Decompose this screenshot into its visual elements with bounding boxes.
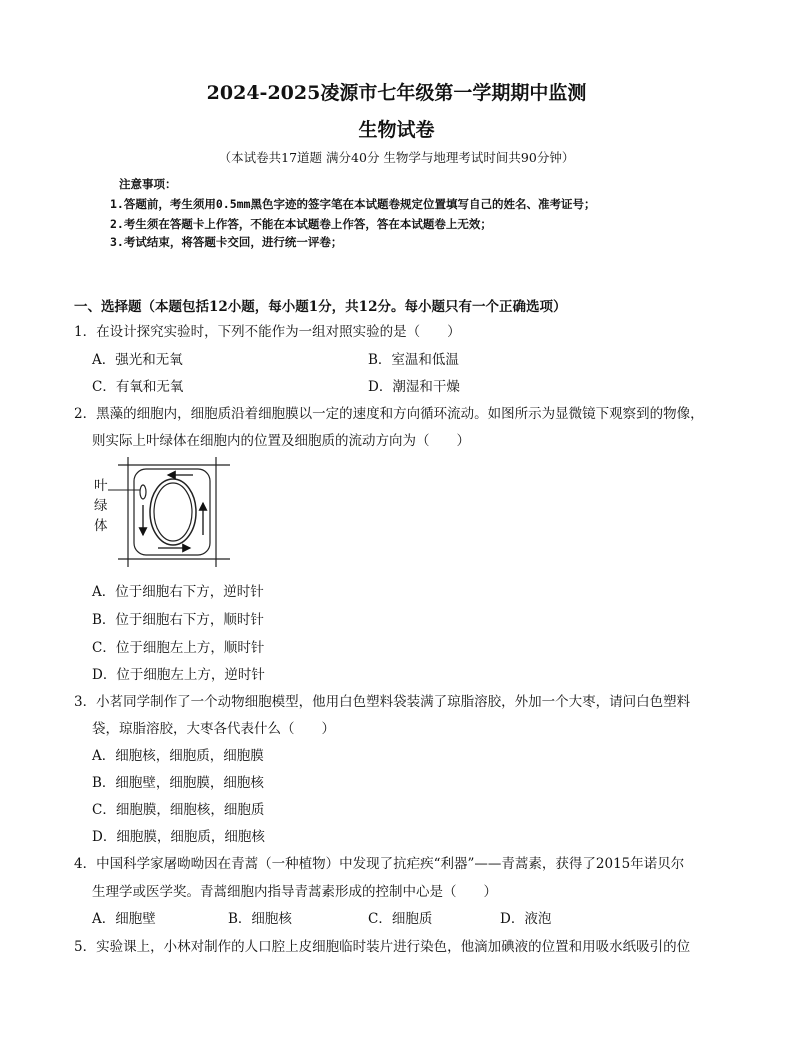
notice-heading: 注意事项： bbox=[119, 177, 177, 191]
vacuole-inner bbox=[154, 483, 192, 541]
option-a: A．细胞核，细胞质，细胞膜 bbox=[92, 748, 264, 764]
option-a: A．位于细胞右下方，逆时针 bbox=[92, 584, 264, 600]
notice-item: 3.考试结束，将答题卡交回，进行统一评卷； bbox=[110, 235, 343, 249]
notice-item: 1.答题前，考生须用0.5mm黑色字迹的签字笔在本试题卷规定位置填写自己的姓名、准考证号； bbox=[110, 197, 596, 211]
notice-item: 2.考生须在答题卡上作答，不能在本试题卷上作答，答在本试题卷上无效； bbox=[110, 217, 492, 231]
option-d: D．液泡 bbox=[500, 911, 552, 927]
option-a: A．强光和无氧 bbox=[92, 352, 183, 368]
section-heading: 一、选择题（本题包括12小题，每小题1分，共12分。每小题只有一个正确选项） bbox=[74, 299, 567, 315]
question-stem: 1．在设计探究实验时，下列不能作为一组对照实验的是（ ） bbox=[74, 324, 461, 340]
option-b: B．细胞核 bbox=[228, 911, 292, 927]
chloroplast bbox=[140, 485, 146, 499]
exam-title: 2024-2025凌源市七年级第一学期期中监测 bbox=[206, 82, 587, 104]
option-d: D．潮湿和干燥 bbox=[368, 379, 460, 395]
option-b: B．室温和低温 bbox=[368, 352, 459, 368]
subject-title: 生物试卷 bbox=[358, 119, 435, 141]
option-b: B．位于细胞右下方，顺时针 bbox=[92, 612, 264, 628]
question-stem: 5．实验课上，小林对制作的人口腔上皮细胞临时装片进行染色，他滴加碘液的位置和用吸水纸吸引的位 bbox=[74, 939, 691, 955]
question-stem: 3．小茗同学制作了一个动物细胞模型，他用白色塑料袋装满了琼脂溶胶，外加一个大枣，请问白色塑料 bbox=[74, 694, 691, 710]
question-stem-line: 则实际上叶绿体在细胞内的位置及细胞质的流动方向为（ ） bbox=[92, 433, 470, 449]
question-stem: 2．黑藻的细胞内，细胞质沿着细胞膜以一定的速度和方向循环流动。如图所示为显微镜下观察到的物像， bbox=[74, 406, 704, 422]
option-d: D．细胞膜，细胞质，细胞核 bbox=[92, 829, 265, 845]
vacuole bbox=[150, 479, 196, 545]
cell-membrane bbox=[134, 469, 210, 555]
option-c: C．细胞膜，细胞核，细胞质 bbox=[92, 802, 265, 818]
figure-label-char: 叶 bbox=[94, 478, 108, 494]
cell-diagram bbox=[108, 455, 238, 570]
figure-label-char: 体 bbox=[94, 518, 108, 534]
option-c: C．有氧和无氧 bbox=[92, 379, 184, 395]
option-b: B．细胞壁，细胞膜，细胞核 bbox=[92, 775, 264, 791]
option-c: C．细胞质 bbox=[368, 911, 433, 927]
option-a: A．细胞壁 bbox=[92, 911, 156, 927]
option-d: D．位于细胞左上方，逆时针 bbox=[92, 667, 265, 683]
exam-info: （本试卷共17道题 满分40分 生物学与地理考试时间共90分钟） bbox=[218, 150, 575, 165]
question-stem-line: 生理学或医学奖。青蒿细胞内指导青蒿素形成的控制中心是（ ） bbox=[92, 884, 497, 900]
question-stem: 4．中国科学家屠呦呦因在青蒿（一种植物）中发现了抗疟疾“利器”——青蒿素，获得了2015年诺贝尔 bbox=[74, 856, 685, 872]
figure-label-char: 绿 bbox=[94, 498, 108, 514]
option-c: C．位于细胞左上方，顺时针 bbox=[92, 640, 265, 656]
question-stem-line: 袋，琼脂溶胶，大枣各代表什么（ ） bbox=[92, 721, 335, 737]
